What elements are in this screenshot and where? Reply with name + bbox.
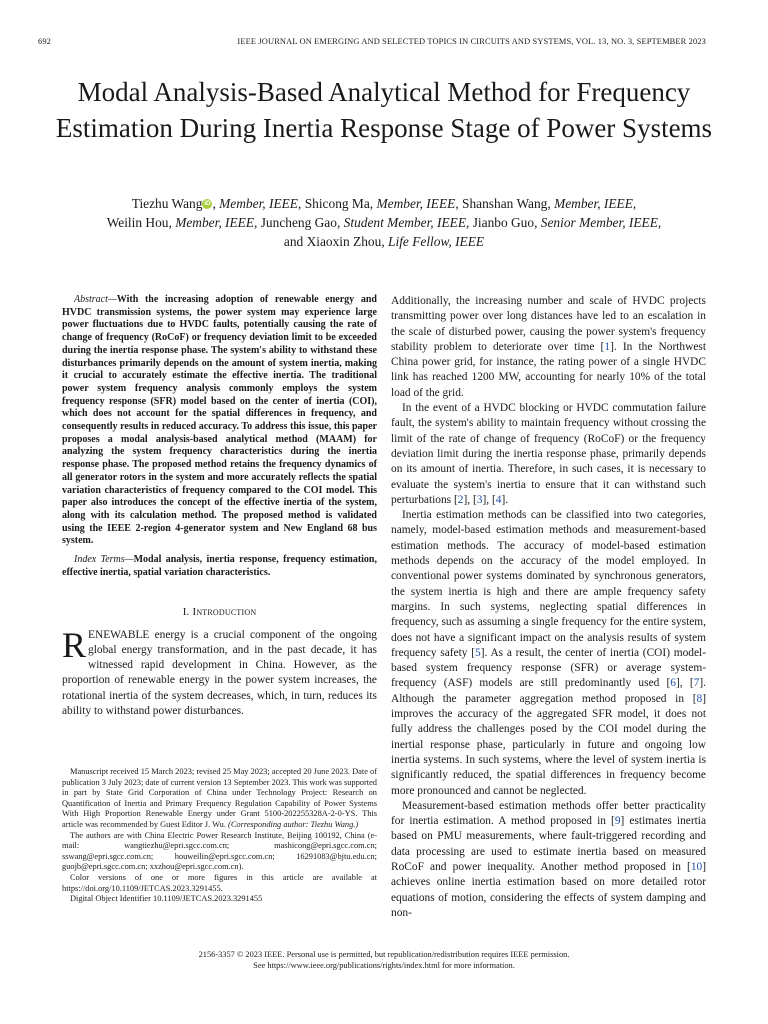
copyright-notice <box>38 949 730 971</box>
author-name: Tiezhu Wang <box>131 196 203 211</box>
abstract <box>62 294 377 548</box>
citation-link[interactable]: 6 <box>670 677 676 690</box>
body-paragraph: Additionally, the increasing number and scale of HVDC projects transmitting power over long distances have led to an escalation in the scale of disturbed power, causing the power system's frequency stability problem to deteriorate over time [1]. In the Northwest China power grid, for instance, the rating power of a single HVDC link has reached 1200 MW, accounting for nearly 10% of the total load of the grid. <box>391 295 706 399</box>
author-role: Member, IEEE <box>175 215 255 230</box>
intro-body: energy is a crucial component of the ongoing global energy transformation, and in the past decade, it has witnessed rapid development in China. However, as the proportion of renewable energy in the power system increases, the rotational inertia of the system decreases, which, in turn, reduces its ability to withstand power disturbances. <box>62 628 377 717</box>
abstract-text: With the increasing adoption of renewable energy and HVDC transmission systems, the power system may experience large power fluctuations due to HVDC faults, potentially causing the rate of change of frequency (RoCoF) or frequency deviation limit to be exceeded during the inertia response phase. The system's ability to withstand these disturbances primarily depends on the amount of system inertia, making it crucial to accurately estimate the effective inertia. The traditional power system frequency analysis commonly employs the system frequency response (SFR) model based on the center of inertia (COI), which does not account for the spatial differences in frequency, and consequently results in reduced accuracy. To address this issue, this paper proposes a modal analysis-based analytical method (MAAM) for analyzing the system frequency characteristics during the inertia response phase. The proposed method retains the frequency dynamics of all generator rotors in the system and more accurately reflects the spatial variation characteristics of frequency compared to the COI model. This paper also introduces the concept of the effective inertia of the system, along with its calculation method. The proposed method is validated using the IEEE 2-region 4-generator system and New England 68 bus system. <box>62 294 377 547</box>
author-name: and Xiaoxin Zhou <box>283 234 382 249</box>
author-name: Juncheng Gao <box>260 215 337 230</box>
author-role: Student Member, IEEE <box>343 215 466 230</box>
author-list <box>38 194 730 251</box>
citation-link[interactable]: 3 <box>476 493 483 506</box>
author-line-3: and Xiaoxin Zhou, Life Fellow, IEEE <box>283 234 485 249</box>
footnote <box>62 767 377 905</box>
index-terms-text: Modal analysis, inertia response, frequency estimation, effective inertia, spatial variation characteristics. <box>62 554 377 578</box>
copyright-line: 2156-3357 © 2023 IEEE. Personal use is permitted, but republication/redistribution requires IEEE permission. <box>198 950 570 959</box>
author-role: Life Fellow, IEEE <box>388 234 485 249</box>
author-name: Jianbo Guo <box>472 215 535 230</box>
citation-link[interactable]: 1 <box>604 340 611 353</box>
body-paragraph: Inertia estimation methods can be classified into two categories, namely, model-based estimation methods and measurement-based estimation methods. The accuracy of model-based estimation methods depends on the accuracy of the model employed. In conventional power systems dominated by synchronous generators, the system inertia is high and there are ample frequency safety margins. In such systems, neglecting spatial differences in frequency, such as assuming a single frequency for the entire system, does not have a significant impact on the analysis results of system frequency safety [5]. As a result, the center of inertia (COI) model-based system frequency response (SFR) or average system-frequency (ASF) models are still predominantly used [6], [7]. Although the parameter aggregation method proposed in [8] improves the accuracy of the aggregated SFR model, it does not fully address the challenges posed by the COI model during the inertial response phase, particularly in future and ongoing low inertia systems. In such systems, where the level of system inertia is significantly reduced, the spatial differences in frequency become more pronounced and cannot be neglected. <box>391 509 706 797</box>
author-name: Shicong Ma <box>304 196 370 211</box>
citation-link[interactable]: 5 <box>475 646 481 659</box>
citation-link[interactable]: 7 <box>693 677 700 690</box>
corresponding-author: (Corresponding author: Tiezhu Wang.) <box>228 819 359 829</box>
citation-link[interactable]: 8 <box>696 692 703 705</box>
author-role: Member, IEEE <box>376 196 456 211</box>
citation-link[interactable]: 9 <box>614 815 621 828</box>
author-role: Member, IEEE <box>554 196 633 211</box>
right-column <box>391 294 706 921</box>
author-role: Senior Member, IEEE <box>540 215 658 230</box>
footnote-doi: Digital Object Identifier 10.1109/JETCAS.2023.3291455 <box>70 894 263 904</box>
body-paragraph: Measurement-based estimation methods offer better practicality for inertia estimation. A method proposed in [9] estimates inertia based on PMU measurements, where fault-triggered recording and data processing are used to estimate inertia based on measured RoCoF and power inequality. Another method proposed in [10] achieves online inertia estimation based on more detailed rotor equations of motion, considering the effects of system damping and non- <box>391 799 706 919</box>
footnote-color-versions: Color versions of one or more figures in this article are available at https://doi.org/10.1109/JETCAS.2023.3291455. <box>62 872 377 893</box>
intro-caps: ENEWABLE <box>88 628 150 641</box>
page-number: 692 <box>38 37 52 46</box>
author-name: Weilin Hou <box>106 215 169 230</box>
author-line-1: Tiezhu Wang iD , Member, IEEE, Shicong Ma, Member, IEEE, Shanshan Wang, Member, IEEE, <box>131 196 637 211</box>
section-numeral: I. <box>182 606 190 619</box>
index-terms <box>62 554 377 579</box>
journal-name: IEEE JOURNAL ON EMERGING AND SELECTED TOPICS IN CIRCUITS AND SYSTEMS, VOL. 13, NO. 3, SEPTEMBER 2023 <box>237 37 706 46</box>
citation-link[interactable]: 2 <box>457 493 464 506</box>
body-paragraph: In the event of a HVDC blocking or HVDC commutation failure fault, the system's ability to maintain frequency without crossing the limit of the rate of change of frequency (RoCoF) or the frequency deviation limit during the inertia response phase, primarily depends on its amount of inertia. Therefore, in such cases, it is necessary to evaluate the system's inertia to ensure that it can withstand such perturbations [2], [3], [4]. <box>391 402 706 506</box>
paper-title: Modal Analysis-Based Analytical Method for Frequency Estimation During Inertia Response Stage of Power Systems <box>55 77 713 143</box>
section-title: Introduction <box>192 606 257 619</box>
footnote-manuscript: Manuscript received 15 March 2023; revised 25 May 2023; accepted 20 June 2023. Date of publication 3 July 2023; date of current version 13 September 2023. This work was supported in part by State Grid Corporation of China under Technology Project: Research on Quantification of Inertia and Primary Frequency Regulation Capability of Power Systems With High Proportion Renewable Energy under Grant 5100-202255328A-2-0-YS. This article was recommended by Guest Editor J. Wu. (Corresponding author: Tiezhu Wang.) <box>62 767 377 829</box>
running-head <box>38 37 706 49</box>
drop-cap: R <box>62 624 87 665</box>
rights-link-line: See https://www.ieee.org/publications/rights/index.html for more information. <box>253 961 515 970</box>
index-terms-label: Index Terms— <box>74 554 134 566</box>
author-line-2: Weilin Hou, Member, IEEE, Juncheng Gao, Student Member, IEEE, Jianbo Guo, Senior Member, IEEE, <box>106 215 662 230</box>
left-column <box>62 294 377 719</box>
abstract-label: Abstract— <box>74 294 117 305</box>
section-heading <box>62 605 377 619</box>
citation-link[interactable]: 4 <box>495 493 502 506</box>
author-role: Member, IEEE <box>219 196 298 211</box>
author-name: Shanshan Wang <box>462 196 548 211</box>
citation-link[interactable]: 10 <box>690 860 703 873</box>
orcid-icon[interactable]: iD <box>204 200 211 207</box>
footnote-affiliation: The authors are with China Electric Power Research Institute, Beijing 100192, China (e-mail: wangtiezhu@epri.sgcc.com.cn; mashicong@epri.sgcc.com.cn; sswang@epri.sgcc.com.cn; houweilin@epri.sgcc.com.cn; 16291083@bjtu.edu.cn; guojb@epri.sgcc.com.cn; xxzhou@epri.sgcc.com.cn). <box>62 830 377 872</box>
intro-paragraph <box>62 624 377 720</box>
